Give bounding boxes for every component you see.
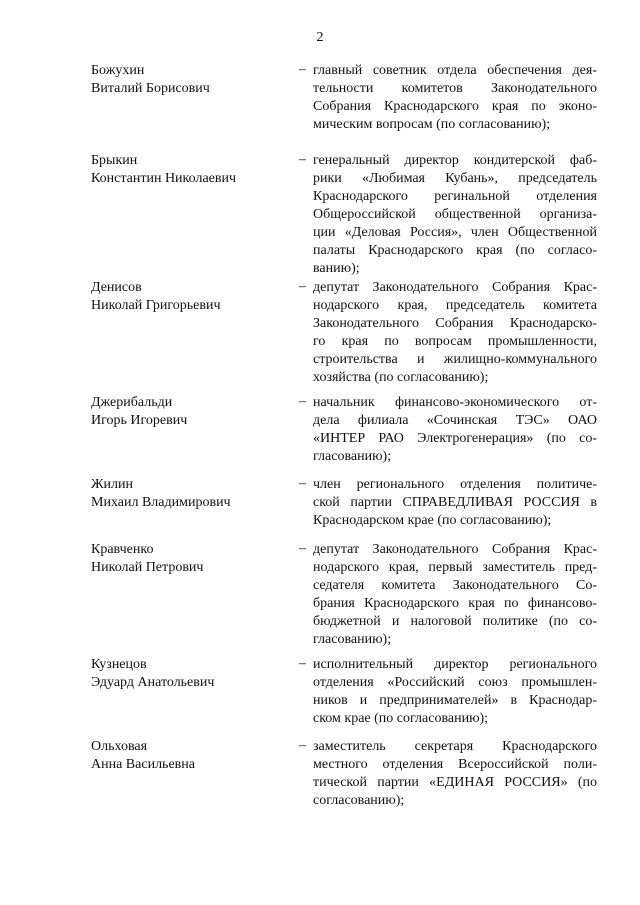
- member-name: [91, 152, 281, 188]
- dash-separator: –: [299, 394, 306, 409]
- role-line: Краснодарском крае (по согласованию);: [313, 513, 552, 528]
- role-line: «ИНТЕР РАО Электрогенерация» (по со-: [313, 431, 597, 446]
- member-given-names: Виталий Борисович: [91, 81, 210, 96]
- role-line: нодарского края, председатель комитета: [313, 298, 597, 313]
- member-role: [313, 738, 597, 810]
- member-name: [91, 394, 281, 430]
- role-line: депутат Законодательного Собрания Крас-: [313, 542, 597, 557]
- member-given-names: Николай Петрович: [91, 560, 204, 575]
- member-name: [91, 476, 281, 512]
- dash-separator: –: [299, 656, 306, 671]
- member-given-names: Эдуард Анатольевич: [91, 675, 215, 690]
- role-line: Собрания Краснодарского края по эконо-: [313, 99, 597, 114]
- member-name: [91, 279, 281, 315]
- role-line: исполнительный директор регионального: [313, 657, 597, 672]
- role-line: отделения «Российский союз промышлен-: [313, 675, 597, 690]
- member-role: [313, 152, 597, 278]
- member-surname: Денисов: [91, 280, 142, 295]
- role-line: ской партии СПРАВЕДЛИВАЯ РОССИЯ в: [313, 495, 597, 510]
- member-given-names: Игорь Игоревич: [91, 413, 188, 428]
- role-line: хозяйства (по согласованию);: [313, 370, 489, 385]
- member-name: [91, 62, 281, 98]
- member-name: [91, 738, 281, 774]
- role-line: местного отделения Всероссийской поли-: [313, 757, 597, 772]
- role-line: член регионального отделения политиче-: [313, 477, 597, 492]
- page-number: 2: [316, 30, 324, 45]
- role-line: согласованию);: [313, 793, 405, 808]
- role-line: Законодательного Собрания Краснодарско-: [313, 316, 597, 331]
- role-line: ников и предпринимателей» в Краснодар-: [313, 693, 597, 708]
- dash-separator: –: [299, 62, 306, 77]
- role-line: главный советник отдела обеспечения дея-: [313, 63, 597, 78]
- role-line: тельности комитетов Законодательного: [313, 81, 597, 96]
- member-surname: Брыкин: [91, 153, 138, 168]
- role-line: генеральный директор кондитерской фаб-: [313, 153, 597, 168]
- member-given-names: Михаил Владимирович: [91, 495, 231, 510]
- role-line: депутат Законодательного Собрания Крас-: [313, 280, 597, 295]
- role-line: бюджетной и налоговой политике (по со-: [313, 614, 597, 629]
- role-line: Краснодарского регинальной отделения: [313, 189, 597, 204]
- member-role: [313, 476, 597, 530]
- role-line: тической партии «ЕДИНАЯ РОССИЯ» (по: [313, 775, 597, 790]
- member-role: [313, 394, 597, 466]
- member-surname: Жилин: [91, 477, 134, 492]
- member-role: [313, 62, 597, 134]
- dash-separator: –: [299, 476, 306, 491]
- role-line: нодарского края, первый заместитель пред-: [313, 560, 597, 575]
- role-line: палаты Краснодарского края (по согласо-: [313, 243, 597, 258]
- member-given-names: Анна Васильевна: [91, 757, 195, 772]
- role-line: гласованию);: [313, 632, 392, 647]
- role-line: ском крае (по согласованию);: [313, 711, 489, 726]
- member-given-names: Константин Николаевич: [91, 171, 237, 186]
- role-line: рики «Любимая Кубань», председатель: [313, 171, 597, 186]
- member-surname: Кузнецов: [91, 657, 147, 672]
- role-line: заместитель секретаря Краснодарского: [313, 739, 597, 754]
- member-given-names: Николай Григорьевич: [91, 298, 221, 313]
- dash-separator: –: [299, 541, 306, 556]
- member-surname: Ольховая: [91, 739, 148, 754]
- role-line: дела филиала «Сочинская ТЭС» ОАО: [313, 413, 597, 428]
- role-line: строительства и жилищно-коммунального: [313, 352, 597, 367]
- member-surname: Джерибальди: [91, 395, 173, 410]
- member-surname: Божухин: [91, 63, 145, 78]
- role-line: го края по вопросам промышленности,: [313, 334, 597, 349]
- dash-separator: –: [299, 738, 306, 753]
- role-line: ции «Деловая Россия», член Общественной: [313, 225, 597, 240]
- role-line: брания Краснодарского края по финансово-: [313, 596, 597, 611]
- member-role: [313, 279, 597, 387]
- role-line: Общероссийской общественной организа-: [313, 207, 597, 222]
- member-name: [91, 656, 281, 692]
- member-surname: Кравченко: [91, 542, 154, 557]
- role-line: седателя комитета Законодательного Со-: [313, 578, 597, 593]
- role-line: начальник финансово-экономического от-: [313, 395, 597, 410]
- member-name: [91, 541, 281, 577]
- member-role: [313, 656, 597, 728]
- role-line: гласованию);: [313, 449, 392, 464]
- role-line: ванию);: [313, 261, 360, 276]
- dash-separator: –: [299, 279, 306, 294]
- dash-separator: –: [299, 152, 306, 167]
- member-role: [313, 541, 597, 649]
- role-line: мическим вопросам (по согласованию);: [313, 117, 551, 132]
